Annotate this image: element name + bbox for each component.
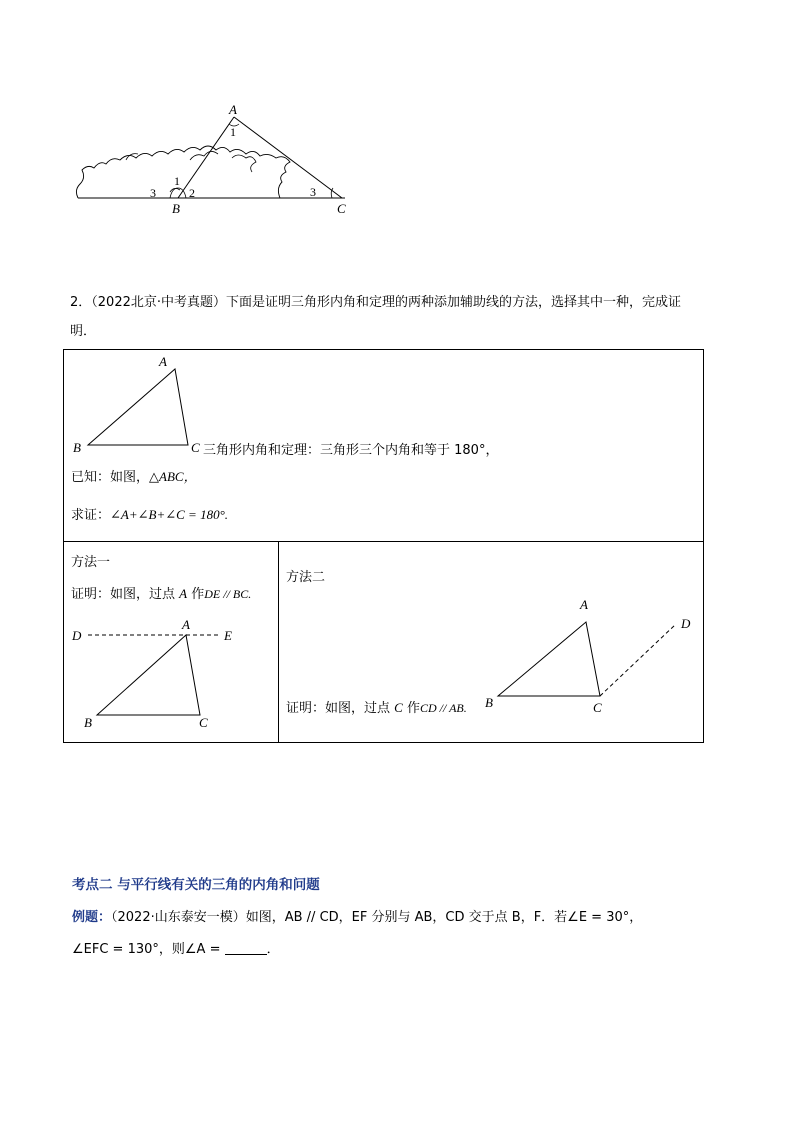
label-C: C [191, 440, 200, 455]
label-A: A [229, 102, 237, 117]
label-A: A [182, 617, 190, 632]
prove-math: ∠A+∠B+∠C = 180°. [110, 507, 229, 522]
label-C: C [593, 700, 602, 715]
method2-rel: CD // AB. [419, 701, 467, 715]
triangle-abc [498, 622, 600, 696]
label-B: B [73, 440, 81, 455]
section-heading: 考点二 与平行线有关的三角的内角和问题 [72, 877, 320, 893]
prove-prefix: 求证： [71, 508, 111, 523]
q2-intro-line1: 2．（2022北京·中考真题）下面是证明三角形内角和定理的两种添加辅助线的方法，选择其中一种，完成证 [70, 295, 681, 310]
method1-point: A [179, 586, 188, 601]
example-line2 [72, 940, 280, 960]
method1-title: 方法一 [71, 555, 111, 570]
example-text1: （2022·山东泰安一模）如图，AB // CD，EF 分别与 AB，CD 交于点 B，F．若∠E = 30°， [111, 910, 643, 925]
triangle-abc [97, 635, 200, 715]
given-math: △ABC， [149, 469, 197, 484]
label-angle-b2: 2 [189, 186, 195, 200]
table-row-divider [63, 541, 704, 542]
label-angle-b1: 1 [174, 174, 180, 188]
label-B: B [172, 201, 180, 216]
method1-rel: DE // BC. [204, 587, 252, 601]
given-line [71, 467, 197, 488]
triangle-abc-figure [68, 352, 208, 462]
method2-figure [478, 594, 698, 719]
given-prefix: 已知：如图， [71, 470, 150, 485]
method1-figure [68, 612, 268, 737]
example-label: 例题： [72, 910, 112, 925]
label-C: C [337, 201, 346, 216]
line-cd-dashed [600, 624, 676, 696]
example-line1 [72, 908, 642, 928]
label-angle-c3: 3 [310, 185, 316, 199]
example-text2-end: ． [266, 942, 280, 957]
method2-proof-prefix: 证明：如图，过点 [286, 701, 391, 716]
method1-proof [71, 584, 251, 605]
label-E: E [224, 628, 232, 643]
method1-mid: 作 [191, 587, 205, 602]
method2-title: 方法二 [286, 570, 326, 585]
label-A: A [580, 597, 588, 612]
label-B: B [485, 695, 493, 710]
label-angle-b3: 3 [150, 186, 156, 200]
side-ac [234, 117, 342, 198]
answer-blank[interactable] [225, 940, 267, 955]
label-D: D [681, 616, 691, 631]
q2-intro-line2: 明． [70, 324, 97, 339]
table-column-divider [278, 541, 279, 743]
theorem-text: 三角形内角和定理：三角形三个内角和等于 180°， [203, 443, 499, 458]
method2-proof [286, 698, 467, 719]
label-B: B [84, 715, 92, 730]
torn-triangle-figure [70, 100, 370, 220]
method2-point: C [394, 700, 403, 715]
label-A: A [159, 354, 167, 369]
method1-proof-prefix: 证明：如图，过点 [71, 587, 176, 602]
triangle-abc [88, 369, 188, 445]
prove-line [71, 505, 228, 526]
side-ab [178, 117, 234, 198]
label-C: C [199, 715, 208, 730]
label-D: D [72, 628, 82, 643]
label-angle-a1: 1 [230, 125, 236, 139]
method2-mid: 作 [406, 701, 420, 716]
example-text2: ∠EFC = 130°，则∠A = [72, 942, 221, 957]
